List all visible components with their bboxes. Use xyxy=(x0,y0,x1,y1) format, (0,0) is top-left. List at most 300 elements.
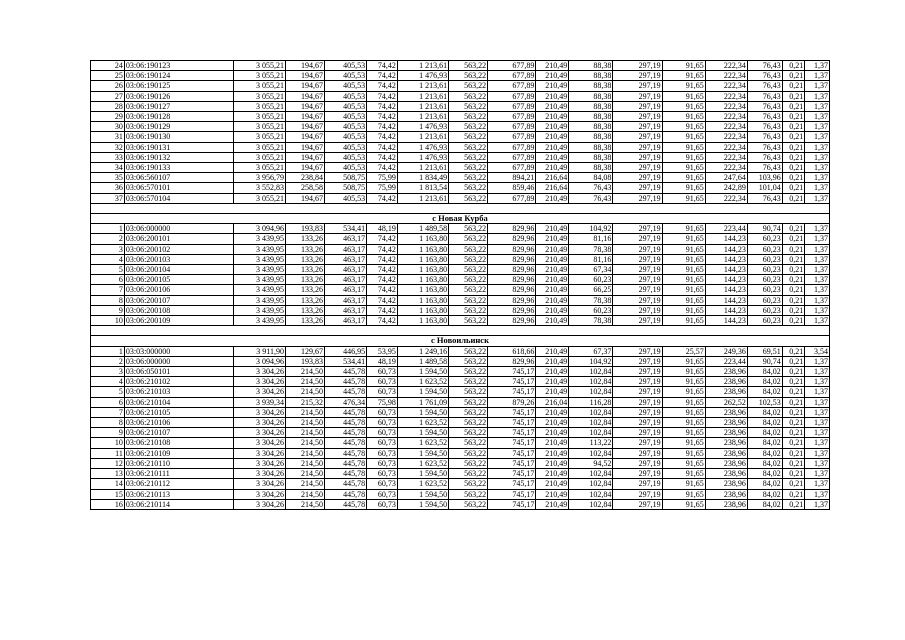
value-cell: 60,73 xyxy=(367,499,398,509)
table-row xyxy=(91,305,830,315)
value-cell: 210,49 xyxy=(536,234,569,244)
spacer-cell xyxy=(747,326,782,336)
cadastral-code-cell: 03:06:210109 xyxy=(124,448,233,458)
value-cell: 563,22 xyxy=(449,112,488,122)
value-cell: 297,19 xyxy=(613,91,662,101)
cadastral-code-cell: 03:06:200101 xyxy=(124,234,233,244)
cadastral-code-cell: 03:06:210113 xyxy=(124,489,233,499)
spacer-cell xyxy=(367,203,398,213)
value-cell: 102,84 xyxy=(569,387,613,397)
value-cell: 74,42 xyxy=(367,152,398,162)
table-row xyxy=(91,479,830,489)
value-cell: 238,96 xyxy=(705,448,747,458)
value-cell: 91,65 xyxy=(662,428,705,438)
value-cell: 563,22 xyxy=(449,377,488,387)
value-cell: 297,19 xyxy=(613,254,662,264)
value-cell: 1,37 xyxy=(805,275,830,285)
value-cell: 1,37 xyxy=(805,458,830,468)
value-cell: 1 163,80 xyxy=(397,254,448,264)
value-cell: 0,21 xyxy=(782,275,805,285)
value-cell: 76,43 xyxy=(747,193,782,203)
value-cell: 0,21 xyxy=(782,377,805,387)
value-cell: 563,22 xyxy=(449,183,488,193)
value-cell: 405,53 xyxy=(325,101,367,111)
value-cell: 74,42 xyxy=(367,163,398,173)
value-cell: 745,17 xyxy=(488,377,536,387)
value-cell: 210,49 xyxy=(536,61,569,71)
value-cell: 745,17 xyxy=(488,489,536,499)
value-cell: 238,96 xyxy=(705,489,747,499)
value-cell: 222,34 xyxy=(705,81,747,91)
value-cell: 210,49 xyxy=(536,152,569,162)
table-row xyxy=(91,183,830,193)
value-cell: 84,02 xyxy=(747,438,782,448)
value-cell: 60,23 xyxy=(569,275,613,285)
table-row xyxy=(91,418,830,428)
value-cell: 1,37 xyxy=(805,397,830,407)
value-cell: 3 304,26 xyxy=(233,499,285,509)
table-row xyxy=(91,61,830,71)
value-cell: 3 055,21 xyxy=(233,193,285,203)
cadastral-code-cell: 03:06:210102 xyxy=(124,377,233,387)
value-cell: 463,17 xyxy=(325,316,367,326)
value-cell: 76,43 xyxy=(747,101,782,111)
row-number-cell: 13 xyxy=(91,469,125,479)
value-cell: 102,84 xyxy=(569,367,613,377)
value-cell: 91,65 xyxy=(662,499,705,509)
value-cell: 91,65 xyxy=(662,112,705,122)
table-row xyxy=(91,112,830,122)
value-cell: 129,67 xyxy=(286,346,325,356)
value-cell: 1,37 xyxy=(805,438,830,448)
value-cell: 78,38 xyxy=(569,316,613,326)
value-cell: 210,49 xyxy=(536,295,569,305)
value-cell: 210,49 xyxy=(536,438,569,448)
value-cell: 0,21 xyxy=(782,183,805,193)
row-number-cell: 6 xyxy=(91,397,125,407)
value-cell: 563,22 xyxy=(449,479,488,489)
value-cell: 3 439,95 xyxy=(233,234,285,244)
cadastral-code-cell: 03:06:200109 xyxy=(124,316,233,326)
value-cell: 3 304,26 xyxy=(233,387,285,397)
value-cell: 297,19 xyxy=(613,418,662,428)
value-cell: 214,50 xyxy=(286,469,325,479)
table-row xyxy=(91,367,830,377)
value-cell: 78,38 xyxy=(569,244,613,254)
value-cell: 214,50 xyxy=(286,499,325,509)
value-cell: 144,23 xyxy=(705,305,747,315)
value-cell: 74,42 xyxy=(367,71,398,81)
table-body xyxy=(91,61,830,510)
cadastral-code-cell: 03:06:210111 xyxy=(124,469,233,479)
value-cell: 563,22 xyxy=(449,91,488,101)
value-cell: 91,65 xyxy=(662,356,705,366)
value-cell: 563,22 xyxy=(449,142,488,152)
value-cell: 405,53 xyxy=(325,163,367,173)
value-cell: 210,49 xyxy=(536,275,569,285)
value-cell: 102,84 xyxy=(569,479,613,489)
value-cell: 214,50 xyxy=(286,387,325,397)
value-cell: 194,67 xyxy=(286,152,325,162)
value-cell: 81,16 xyxy=(569,234,613,244)
value-cell: 745,17 xyxy=(488,367,536,377)
value-cell: 0,21 xyxy=(782,387,805,397)
spacer-row xyxy=(91,203,830,213)
value-cell: 463,17 xyxy=(325,295,367,305)
value-cell: 405,53 xyxy=(325,112,367,122)
spacer-cell xyxy=(705,326,747,336)
value-cell: 91,65 xyxy=(662,244,705,254)
value-cell: 91,65 xyxy=(662,438,705,448)
row-number-cell: 6 xyxy=(91,275,125,285)
row-number-cell: 16 xyxy=(91,499,125,509)
value-cell: 563,22 xyxy=(449,367,488,377)
value-cell: 84,02 xyxy=(747,499,782,509)
row-number-cell: 5 xyxy=(91,265,125,275)
value-cell: 1 163,80 xyxy=(397,305,448,315)
row-number-cell: 36 xyxy=(91,183,125,193)
value-cell: 60,23 xyxy=(569,305,613,315)
value-cell: 1 594,50 xyxy=(397,407,448,417)
value-cell: 0,21 xyxy=(782,418,805,428)
value-cell: 297,19 xyxy=(613,234,662,244)
value-cell: 1 834,49 xyxy=(397,173,448,183)
value-cell: 563,22 xyxy=(449,244,488,254)
value-cell: 74,42 xyxy=(367,132,398,142)
value-cell: 405,53 xyxy=(325,142,367,152)
row-number-cell: 34 xyxy=(91,163,125,173)
value-cell: 1,37 xyxy=(805,244,830,254)
value-cell: 297,19 xyxy=(613,448,662,458)
value-cell: 91,65 xyxy=(662,295,705,305)
value-cell: 222,34 xyxy=(705,91,747,101)
table-row xyxy=(91,387,830,397)
value-cell: 745,17 xyxy=(488,458,536,468)
value-cell: 133,26 xyxy=(286,295,325,305)
value-cell: 563,22 xyxy=(449,173,488,183)
value-cell: 238,96 xyxy=(705,407,747,417)
value-cell: 563,22 xyxy=(449,305,488,315)
value-cell: 0,21 xyxy=(782,193,805,203)
value-cell: 238,96 xyxy=(705,479,747,489)
cadastral-code-cell: 03:06:210104 xyxy=(124,397,233,407)
value-cell: 133,26 xyxy=(286,285,325,295)
value-cell: 223,44 xyxy=(705,356,747,366)
value-cell: 563,22 xyxy=(449,152,488,162)
value-cell: 297,19 xyxy=(613,428,662,438)
spacer-cell xyxy=(569,203,613,213)
value-cell: 476,34 xyxy=(325,397,367,407)
value-cell: 60,73 xyxy=(367,377,398,387)
value-cell: 445,78 xyxy=(325,407,367,417)
value-cell: 76,43 xyxy=(747,132,782,142)
section-title: с Новая Курба xyxy=(91,214,830,224)
value-cell: 677,89 xyxy=(488,152,536,162)
value-cell: 1 476,93 xyxy=(397,122,448,132)
value-cell: 238,96 xyxy=(705,428,747,438)
value-cell: 829,96 xyxy=(488,305,536,315)
value-cell: 60,73 xyxy=(367,438,398,448)
value-cell: 0,21 xyxy=(782,234,805,244)
value-cell: 84,02 xyxy=(747,377,782,387)
value-cell: 0,21 xyxy=(782,285,805,295)
value-cell: 74,42 xyxy=(367,142,398,152)
value-cell: 91,65 xyxy=(662,387,705,397)
value-cell: 1 163,80 xyxy=(397,285,448,295)
value-cell: 677,89 xyxy=(488,61,536,71)
spacer-cell xyxy=(233,326,285,336)
table-row xyxy=(91,275,830,285)
value-cell: 0,21 xyxy=(782,142,805,152)
value-cell: 91,65 xyxy=(662,448,705,458)
value-cell: 445,78 xyxy=(325,387,367,397)
value-cell: 879,26 xyxy=(488,397,536,407)
value-cell: 88,38 xyxy=(569,71,613,81)
value-cell: 238,96 xyxy=(705,499,747,509)
value-cell: 91,65 xyxy=(662,224,705,234)
value-cell: 91,65 xyxy=(662,122,705,132)
cadastral-code-cell: 03:06:190127 xyxy=(124,101,233,111)
value-cell: 3 304,26 xyxy=(233,489,285,499)
value-cell: 90,74 xyxy=(747,356,782,366)
value-cell: 563,22 xyxy=(449,438,488,448)
cadastral-code-cell: 03:06:210106 xyxy=(124,418,233,428)
table-row xyxy=(91,91,830,101)
value-cell: 508,75 xyxy=(325,173,367,183)
value-cell: 222,34 xyxy=(705,132,747,142)
value-cell: 84,08 xyxy=(569,173,613,183)
value-cell: 60,73 xyxy=(367,407,398,417)
table-row xyxy=(91,193,830,203)
value-cell: 60,73 xyxy=(367,418,398,428)
spacer-cell xyxy=(91,326,125,336)
value-cell: 76,43 xyxy=(747,71,782,81)
row-number-cell: 9 xyxy=(91,428,125,438)
value-cell: 297,19 xyxy=(613,295,662,305)
value-cell: 0,21 xyxy=(782,101,805,111)
value-cell: 1 213,61 xyxy=(397,101,448,111)
value-cell: 76,43 xyxy=(569,193,613,203)
value-cell: 48,19 xyxy=(367,356,398,366)
value-cell: 102,84 xyxy=(569,469,613,479)
table-row xyxy=(91,377,830,387)
value-cell: 563,22 xyxy=(449,407,488,417)
cadastral-code-cell: 03:06:190133 xyxy=(124,163,233,173)
value-cell: 88,38 xyxy=(569,152,613,162)
value-cell: 1,37 xyxy=(805,316,830,326)
value-cell: 745,17 xyxy=(488,479,536,489)
cadastral-code-cell: 03:06:190128 xyxy=(124,112,233,122)
value-cell: 859,46 xyxy=(488,183,536,193)
value-cell: 76,43 xyxy=(747,142,782,152)
value-cell: 677,89 xyxy=(488,132,536,142)
row-number-cell: 15 xyxy=(91,489,125,499)
value-cell: 90,74 xyxy=(747,224,782,234)
cadastral-code-cell: 03:06:000000 xyxy=(124,224,233,234)
value-cell: 1 476,93 xyxy=(397,152,448,162)
value-cell: 297,19 xyxy=(613,265,662,275)
value-cell: 214,50 xyxy=(286,438,325,448)
value-cell: 563,22 xyxy=(449,346,488,356)
row-number-cell: 3 xyxy=(91,244,125,254)
value-cell: 445,78 xyxy=(325,438,367,448)
value-cell: 0,21 xyxy=(782,479,805,489)
value-cell: 238,96 xyxy=(705,377,747,387)
value-cell: 74,42 xyxy=(367,81,398,91)
value-cell: 210,49 xyxy=(536,132,569,142)
table-row xyxy=(91,438,830,448)
value-cell: 1,37 xyxy=(805,183,830,193)
value-cell: 222,34 xyxy=(705,142,747,152)
value-cell: 563,22 xyxy=(449,265,488,275)
table-row xyxy=(91,448,830,458)
table-row xyxy=(91,81,830,91)
value-cell: 91,65 xyxy=(662,418,705,428)
value-cell: 74,42 xyxy=(367,295,398,305)
cadastral-code-cell: 03:06:210103 xyxy=(124,387,233,397)
value-cell: 3 094,96 xyxy=(233,356,285,366)
value-cell: 1 623,52 xyxy=(397,438,448,448)
value-cell: 88,38 xyxy=(569,81,613,91)
value-cell: 3 304,26 xyxy=(233,367,285,377)
row-number-cell: 24 xyxy=(91,61,125,71)
value-cell: 144,23 xyxy=(705,285,747,295)
value-cell: 829,96 xyxy=(488,356,536,366)
value-cell: 1,37 xyxy=(805,479,830,489)
value-cell: 60,73 xyxy=(367,469,398,479)
value-cell: 238,96 xyxy=(705,367,747,377)
value-cell: 0,21 xyxy=(782,132,805,142)
value-cell: 563,22 xyxy=(449,285,488,295)
value-cell: 0,21 xyxy=(782,163,805,173)
spacer-cell xyxy=(705,203,747,213)
value-cell: 60,23 xyxy=(747,305,782,315)
value-cell: 0,21 xyxy=(782,489,805,499)
value-cell: 3 304,26 xyxy=(233,479,285,489)
value-cell: 618,66 xyxy=(488,346,536,356)
value-cell: 563,22 xyxy=(449,101,488,111)
value-cell: 48,19 xyxy=(367,224,398,234)
value-cell: 238,96 xyxy=(705,469,747,479)
value-cell: 222,34 xyxy=(705,71,747,81)
value-cell: 563,22 xyxy=(449,469,488,479)
value-cell: 3 055,21 xyxy=(233,163,285,173)
value-cell: 74,42 xyxy=(367,91,398,101)
value-cell: 102,84 xyxy=(569,499,613,509)
row-number-cell: 33 xyxy=(91,152,125,162)
value-cell: 3 439,95 xyxy=(233,285,285,295)
row-number-cell: 14 xyxy=(91,479,125,489)
spacer-cell xyxy=(124,326,233,336)
cadastral-code-cell: 03:06:210112 xyxy=(124,479,233,489)
value-cell: 216,04 xyxy=(536,397,569,407)
value-cell: 0,21 xyxy=(782,81,805,91)
value-cell: 297,19 xyxy=(613,132,662,142)
table-row xyxy=(91,458,830,468)
value-cell: 563,22 xyxy=(449,448,488,458)
table-row xyxy=(91,469,830,479)
value-cell: 91,65 xyxy=(662,101,705,111)
value-cell: 247,64 xyxy=(705,173,747,183)
value-cell: 677,89 xyxy=(488,163,536,173)
cadastral-code-cell: 03:06:210108 xyxy=(124,438,233,448)
value-cell: 445,78 xyxy=(325,367,367,377)
value-cell: 0,21 xyxy=(782,469,805,479)
value-cell: 0,21 xyxy=(782,499,805,509)
value-cell: 0,21 xyxy=(782,61,805,71)
value-cell: 88,38 xyxy=(569,163,613,173)
value-cell: 463,17 xyxy=(325,244,367,254)
value-cell: 88,38 xyxy=(569,132,613,142)
value-cell: 69,51 xyxy=(747,346,782,356)
table-row xyxy=(91,173,830,183)
value-cell: 1 163,80 xyxy=(397,234,448,244)
value-cell: 222,34 xyxy=(705,193,747,203)
value-cell: 76,43 xyxy=(747,112,782,122)
cadastral-code-cell: 03:06:210114 xyxy=(124,499,233,509)
value-cell: 3 439,95 xyxy=(233,265,285,275)
value-cell: 60,73 xyxy=(367,479,398,489)
value-cell: 210,49 xyxy=(536,387,569,397)
value-cell: 214,50 xyxy=(286,407,325,417)
cadastral-code-cell: 03:06:190131 xyxy=(124,142,233,152)
value-cell: 94,52 xyxy=(569,458,613,468)
value-cell: 297,19 xyxy=(613,367,662,377)
value-cell: 102,84 xyxy=(569,377,613,387)
value-cell: 74,42 xyxy=(367,101,398,111)
value-cell: 88,38 xyxy=(569,142,613,152)
section-row xyxy=(91,214,830,224)
value-cell: 133,26 xyxy=(286,316,325,326)
value-cell: 84,02 xyxy=(747,387,782,397)
value-cell: 1 213,61 xyxy=(397,61,448,71)
row-number-cell: 1 xyxy=(91,224,125,234)
value-cell: 1 163,80 xyxy=(397,295,448,305)
value-cell: 60,23 xyxy=(747,254,782,264)
value-cell: 222,34 xyxy=(705,61,747,71)
value-cell: 91,65 xyxy=(662,71,705,81)
cadastral-code-cell: 03:06:200102 xyxy=(124,244,233,254)
spacer-cell xyxy=(286,326,325,336)
value-cell: 74,42 xyxy=(367,254,398,264)
value-cell: 1,37 xyxy=(805,61,830,71)
value-cell: 91,65 xyxy=(662,275,705,285)
value-cell: 67,37 xyxy=(569,346,613,356)
spacer-cell xyxy=(805,326,830,336)
value-cell: 84,02 xyxy=(747,469,782,479)
value-cell: 210,49 xyxy=(536,316,569,326)
value-cell: 88,38 xyxy=(569,61,613,71)
value-cell: 297,19 xyxy=(613,122,662,132)
table-row xyxy=(91,163,830,173)
spacer-cell xyxy=(124,203,233,213)
value-cell: 1 213,61 xyxy=(397,91,448,101)
value-cell: 74,42 xyxy=(367,285,398,295)
value-cell: 3 552,83 xyxy=(233,183,285,193)
value-cell: 194,67 xyxy=(286,112,325,122)
section-row xyxy=(91,336,830,346)
value-cell: 116,28 xyxy=(569,397,613,407)
value-cell: 745,17 xyxy=(488,407,536,417)
value-cell: 60,73 xyxy=(367,387,398,397)
value-cell: 0,21 xyxy=(782,316,805,326)
value-cell: 1,37 xyxy=(805,428,830,438)
value-cell: 104,92 xyxy=(569,224,613,234)
row-number-cell: 11 xyxy=(91,448,125,458)
spacer-cell xyxy=(367,326,398,336)
value-cell: 3 055,21 xyxy=(233,112,285,122)
value-cell: 133,26 xyxy=(286,275,325,285)
